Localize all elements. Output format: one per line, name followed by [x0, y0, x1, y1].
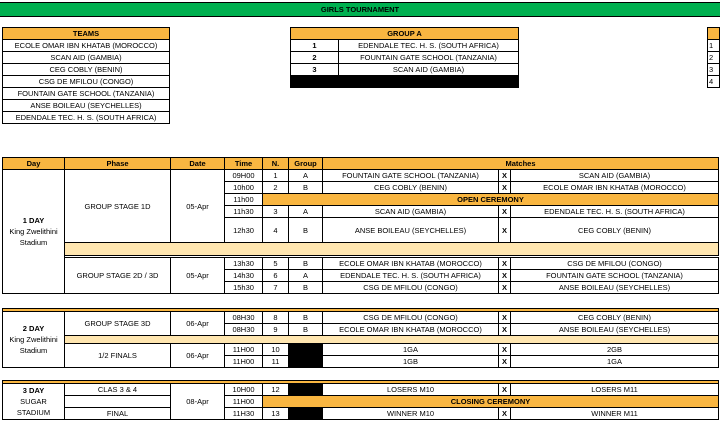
- tournament-title: GIRLS TOURNAMENT: [0, 2, 720, 17]
- day-2-cell: [3, 312, 65, 368]
- day-2-venue: King Zwelithini: [9, 335, 58, 344]
- match-home: LOSERS M10: [323, 384, 499, 396]
- match-number: 13: [263, 408, 289, 420]
- date-cell: 05-Apr: [171, 170, 225, 243]
- match-away: 1GA: [511, 356, 719, 368]
- group-a-number: 3: [291, 64, 339, 76]
- team-item: ANSE BOILEAU (SEYCHELLES): [3, 100, 170, 112]
- versus-x: X: [499, 384, 511, 396]
- match-group-blank: [289, 356, 323, 368]
- match-group: B: [289, 258, 323, 270]
- group-a-number: 2: [291, 52, 339, 64]
- date-cell: 06-Apr: [171, 344, 225, 368]
- match-number: 1: [263, 170, 289, 182]
- group-a-team: FOUNTAIN GATE SCHOOL (TANZANIA): [339, 52, 519, 64]
- match-number: 11: [263, 356, 289, 368]
- group-a-header: GROUP A: [291, 28, 519, 40]
- versus-x: X: [499, 206, 511, 218]
- schedule-table: [2, 157, 719, 420]
- match-home: WINNER M10: [323, 408, 499, 420]
- group-b-number: 4: [708, 76, 720, 88]
- time-cell: 11H00: [225, 396, 263, 408]
- team-item: SCAN AID (GAMBIA): [3, 52, 170, 64]
- match-away: CEG COBLY (BENIN): [511, 218, 719, 243]
- match-away: SCAN AID (GAMBIA): [511, 170, 719, 182]
- time-cell: 10h00: [225, 182, 263, 194]
- match-number: 5: [263, 258, 289, 270]
- versus-x: X: [499, 408, 511, 420]
- day-1-venue2: Stadium: [19, 238, 48, 247]
- time-cell: 11h00: [225, 194, 263, 206]
- match-home: SCAN AID (GAMBIA): [323, 206, 499, 218]
- header-date: Date: [171, 158, 225, 170]
- spacer: [3, 368, 719, 381]
- versus-x: X: [499, 270, 511, 282]
- versus-x: X: [499, 324, 511, 336]
- group-b-table-partial: [707, 27, 720, 88]
- match-home: ANSE BOILEAU (SEYCHELLES): [323, 218, 499, 243]
- time-cell: 11h30: [225, 206, 263, 218]
- match-home: CSG DE MFILOU (CONGO): [323, 312, 499, 324]
- group-a-team: EDENDALE TEC. H. S. (SOUTH AFRICA): [339, 40, 519, 52]
- teams-table: [2, 27, 170, 124]
- match-home: CSG DE MFILOU (CONGO): [323, 282, 499, 294]
- date-cell: 05-Apr: [171, 258, 225, 294]
- match-away: CEG COBLY (BENIN): [511, 312, 719, 324]
- match-group: A: [289, 206, 323, 218]
- versus-x: X: [499, 282, 511, 294]
- day-3-venue: SUGAR: [20, 397, 47, 406]
- time-cell: 08H30: [225, 324, 263, 336]
- versus-x: X: [499, 170, 511, 182]
- match-number: 8: [263, 312, 289, 324]
- match-home: 1GB: [323, 356, 499, 368]
- phase-cell: FINAL: [65, 408, 171, 420]
- versus-x: X: [499, 344, 511, 356]
- time-cell: 11H00: [225, 356, 263, 368]
- match-away: EDENDALE TEC. H. S. (SOUTH AFRICA): [511, 206, 719, 218]
- match-number: 7: [263, 282, 289, 294]
- versus-x: X: [499, 218, 511, 243]
- team-item: CSG DE MFILOU (CONGO): [3, 76, 170, 88]
- date-cell: 08-Apr: [171, 384, 225, 420]
- group-a-table: [290, 27, 519, 88]
- match-number: 4: [263, 218, 289, 243]
- match-group: B: [289, 324, 323, 336]
- match-group: A: [289, 170, 323, 182]
- match-away: LOSERS M11: [511, 384, 719, 396]
- time-cell: 14h30: [225, 270, 263, 282]
- time-cell: 15h30: [225, 282, 263, 294]
- spacer: [3, 294, 719, 309]
- match-number: 9: [263, 324, 289, 336]
- phase-cell: GROUP STAGE 1D: [65, 170, 171, 243]
- match-home: EDENDALE TEC. H. S. (SOUTH AFRICA): [323, 270, 499, 282]
- match-group: B: [289, 282, 323, 294]
- closing-ceremony: CLOSING CEREMONY: [263, 396, 719, 408]
- header-group: Group: [289, 158, 323, 170]
- match-group-blank: [289, 344, 323, 356]
- teams-header: TEAMS: [3, 28, 170, 40]
- match-away: ANSE BOILEAU (SEYCHELLES): [511, 324, 719, 336]
- phase-cell: CLAS 3 & 4: [65, 384, 171, 396]
- team-item: FOUNTAIN GATE SCHOOL (TANZANIA): [3, 88, 170, 100]
- match-group: A: [289, 270, 323, 282]
- time-cell: 09H00: [225, 170, 263, 182]
- match-number: 6: [263, 270, 289, 282]
- time-cell: 11H30: [225, 408, 263, 420]
- phase-cell: GROUP STAGE 2D / 3D: [65, 258, 171, 294]
- day-1-label: 1 DAY: [22, 216, 45, 225]
- versus-x: X: [499, 182, 511, 194]
- day-2-label: 2 DAY: [22, 324, 45, 333]
- group-b-number: 2: [708, 52, 720, 64]
- group-b-number: 1: [708, 40, 720, 52]
- match-away: WINNER M11: [511, 408, 719, 420]
- group-b-number: 3: [708, 64, 720, 76]
- header-phase: Phase: [65, 158, 171, 170]
- team-item: CEG COBLY (BENIN): [3, 64, 170, 76]
- match-number: 3: [263, 206, 289, 218]
- header-day: Day: [3, 158, 65, 170]
- time-cell: 10H00: [225, 384, 263, 396]
- date-cell: 06-Apr: [171, 312, 225, 336]
- match-home: CEG COBLY (BENIN): [323, 182, 499, 194]
- match-group: B: [289, 312, 323, 324]
- match-home: FOUNTAIN GATE SCHOOL (TANZANIA): [323, 170, 499, 182]
- phase-cell-blank: [65, 396, 171, 408]
- break-row: [65, 336, 719, 344]
- group-b-header: [708, 28, 720, 40]
- header-matches: Matches: [323, 158, 719, 170]
- group-a-number: 1: [291, 40, 339, 52]
- time-cell: 11H00: [225, 344, 263, 356]
- versus-x: X: [499, 356, 511, 368]
- header-number: N.: [263, 158, 289, 170]
- match-group-blank: [289, 384, 323, 396]
- phase-cell: GROUP STAGE 3D: [65, 312, 171, 336]
- versus-x: X: [499, 312, 511, 324]
- phase-cell: 1/2 FINALS: [65, 344, 171, 368]
- team-item: ECOLE OMAR IBN KHATAB (MOROCCO): [3, 40, 170, 52]
- match-home: ECOLE OMAR IBN KHATAB (MOROCCO): [323, 258, 499, 270]
- match-home: ECOLE OMAR IBN KHATAB (MOROCCO): [323, 324, 499, 336]
- match-group-blank: [289, 408, 323, 420]
- time-cell: 08H30: [225, 312, 263, 324]
- match-away: ECOLE OMAR IBN KHATAB (MOROCCO): [511, 182, 719, 194]
- group-a-filler: [291, 76, 519, 88]
- match-away: 2GB: [511, 344, 719, 356]
- match-group: B: [289, 218, 323, 243]
- day-1-cell: [3, 170, 65, 294]
- break-row: [65, 243, 719, 256]
- match-number: 2: [263, 182, 289, 194]
- day-1-venue: King Zwelithini: [9, 227, 58, 236]
- time-cell: 13h30: [225, 258, 263, 270]
- match-home: 1GA: [323, 344, 499, 356]
- day-3-venue2: STADIUM: [16, 408, 51, 417]
- match-group: B: [289, 182, 323, 194]
- group-a-team: SCAN AID (GAMBIA): [339, 64, 519, 76]
- day-3-cell: [3, 384, 65, 420]
- day-3-label: 3 DAY: [22, 386, 45, 395]
- team-item: EDENDALE TEC. H. S. (SOUTH AFRICA): [3, 112, 170, 124]
- versus-x: X: [499, 258, 511, 270]
- match-number: 12: [263, 384, 289, 396]
- header-time: Time: [225, 158, 263, 170]
- match-away: CSG DE MFILOU (CONGO): [511, 258, 719, 270]
- open-ceremony: OPEN CEREMONY: [263, 194, 719, 206]
- match-away: FOUNTAIN GATE SCHOOL (TANZANIA): [511, 270, 719, 282]
- time-cell: 12h30: [225, 218, 263, 243]
- day-2-venue2: Stadium: [19, 346, 48, 355]
- match-away: ANSE BOILEAU (SEYCHELLES): [511, 282, 719, 294]
- match-number: 10: [263, 344, 289, 356]
